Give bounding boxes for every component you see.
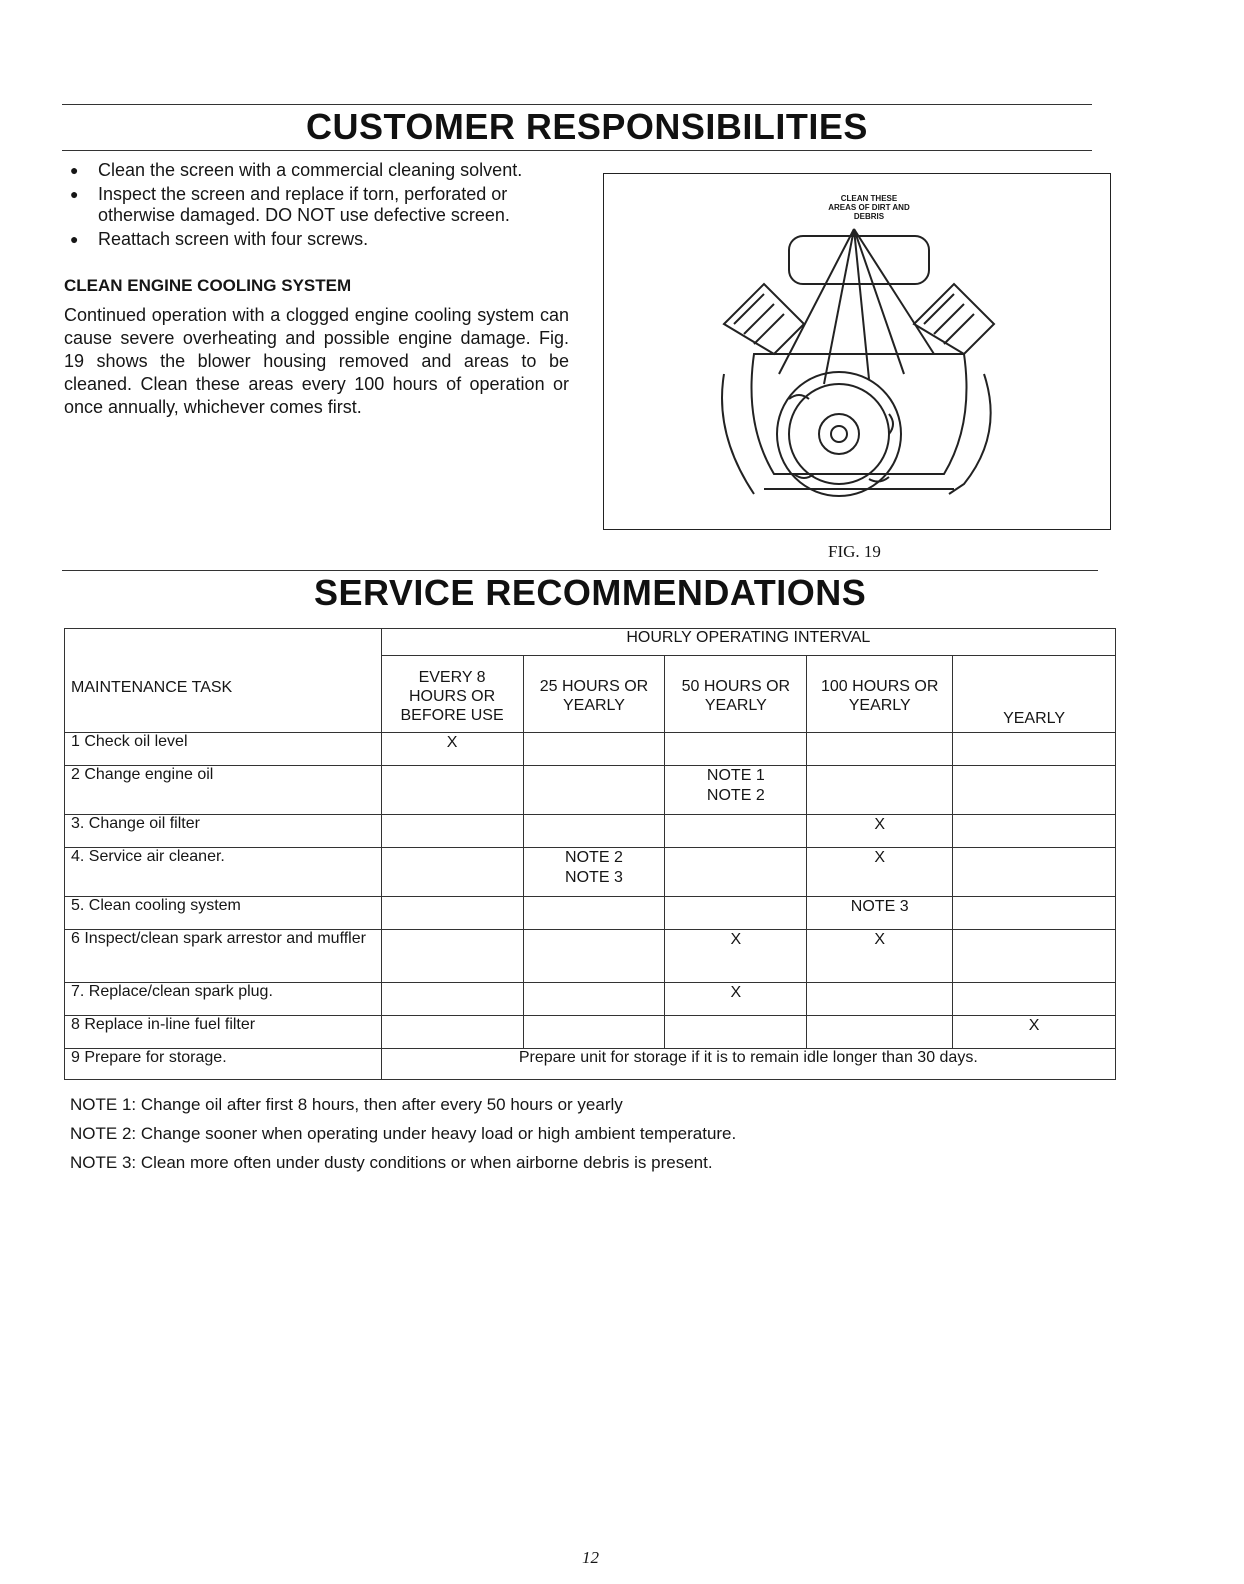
title-underline: [62, 150, 1092, 151]
interval-cell: X: [807, 848, 953, 897]
interval-group-header: HOURLY OPERATING INTERVAL: [381, 629, 1115, 656]
interval-cell: X: [807, 930, 953, 983]
interval-cell: [523, 897, 665, 930]
bullet-list: [70, 160, 580, 253]
interval-cell: [807, 1016, 953, 1049]
note-item: NOTE 3: Clean more often under dusty conditions or when airborne debris is present.: [70, 1153, 713, 1172]
bullet-icon: ●: [70, 162, 79, 178]
section-title-customer: CUSTOMER RESPONSIBILITIES: [306, 106, 868, 147]
header-line: YEARLY: [1003, 710, 1066, 727]
section-title-service: SERVICE RECOMMENDATIONS: [314, 572, 867, 613]
header-line: HOURS OR: [408, 687, 496, 705]
interval-cell: [381, 930, 523, 983]
interval-cell: [807, 766, 953, 815]
header-text: MAINTENANCE TASK: [71, 678, 233, 696]
interval-cell: [953, 983, 1116, 1016]
header-line: 100 HOURS OR: [821, 678, 939, 695]
interval-cell: [381, 983, 523, 1016]
interval-cell: [665, 733, 807, 766]
table-row: [65, 930, 1116, 983]
interval-header: [523, 656, 665, 733]
interval-cell: [807, 733, 953, 766]
storage-note-cell: Prepare unit for storage if it is to remain idle longer than 30 days.: [381, 1049, 1115, 1080]
interval-cell: [953, 848, 1116, 897]
interval-cell: [953, 897, 1116, 930]
table-body: [65, 733, 1116, 1080]
engine-figure: [603, 173, 1111, 530]
task-cell: 4. Service air cleaner.: [65, 848, 382, 897]
interval-header: [953, 656, 1116, 733]
interval-cell: X: [807, 815, 953, 848]
interval-cell: [807, 983, 953, 1016]
interval-cell: [523, 1016, 665, 1049]
table-row: [65, 1049, 1116, 1080]
note-item: NOTE 1: Change oil after first 8 hours, then after every 50 hours or yearly: [70, 1095, 623, 1114]
figure-label-line: DEBRIS: [853, 212, 885, 221]
table-row: [65, 897, 1116, 930]
interval-cell: [381, 848, 523, 897]
bullet-icon: ●: [70, 231, 79, 247]
cooling-paragraph: Continued operation with a clogged engine cooling system can cause severe overheating and possible engine damage. Fig. 19 shows the blower housing removed and areas to be cleaned. Clean these areas every 100 hours of operation or once annually, whichever comes first.: [64, 305, 569, 417]
bullet-item: [70, 160, 580, 181]
interval-cell: [381, 897, 523, 930]
interval-cell: NOTE 3: [807, 897, 953, 930]
header-line: YEARLY: [562, 697, 625, 714]
interval-cell: [953, 815, 1116, 848]
header-line: YEARLY: [704, 697, 767, 714]
bullet-text: Reattach screen with four screws.: [98, 229, 369, 249]
header-line: YEARLY: [848, 697, 911, 714]
interval-cell: [381, 1016, 523, 1049]
interval-cell: [665, 1016, 807, 1049]
table-row: [65, 815, 1116, 848]
task-cell: 3. Change oil filter: [65, 815, 382, 848]
interval-cell: [523, 766, 665, 815]
task-cell: 9 Prepare for storage.: [65, 1049, 382, 1080]
header-line: 25 HOURS OR: [539, 678, 649, 695]
header-line: 50 HOURS OR: [681, 678, 791, 695]
interval-header: [807, 656, 953, 733]
interval-cell: [953, 766, 1116, 815]
notes-list: [70, 1090, 736, 1177]
task-cell: 7. Replace/clean spark plug.: [65, 983, 382, 1016]
interval-cell: [523, 930, 665, 983]
header-line: BEFORE USE: [400, 706, 504, 724]
maintenance-task-header: [65, 629, 382, 733]
task-cell: 1 Check oil level: [65, 733, 382, 766]
task-cell: 6 Inspect/clean spark arrestor and muffler: [65, 930, 382, 983]
service-table: [64, 628, 1116, 1080]
interval-cell: [381, 815, 523, 848]
interval-cell: [381, 766, 523, 815]
interval-cell: [665, 815, 807, 848]
interval-cell: [665, 897, 807, 930]
table-row: [65, 766, 1116, 815]
interval-cell: [953, 930, 1116, 983]
note-item: NOTE 2: Change sooner when operating under heavy load or high ambient temperature.: [70, 1124, 737, 1143]
bullet-text: Clean the screen with a commercial cleaning solvent.: [98, 160, 523, 180]
page-number: 12: [582, 1548, 599, 1567]
interval-cell: [953, 733, 1116, 766]
bullet-icon: ●: [70, 186, 79, 202]
interval-cell: [523, 815, 665, 848]
interval-cell: [665, 848, 807, 897]
interval-header: [665, 656, 807, 733]
table-row: [65, 733, 1116, 766]
engine-illustration-icon: [604, 174, 1112, 531]
interval-cell: NOTE 1 NOTE 2: [665, 766, 807, 815]
task-cell: 2 Change engine oil: [65, 766, 382, 815]
bullet-text: Inspect the screen and replace if torn, perforated or otherwise damaged. DO NOT use defective screen.: [98, 184, 510, 225]
interval-header: [381, 656, 523, 733]
bullet-item: [70, 229, 580, 250]
interval-cell: X: [381, 733, 523, 766]
interval-cell: X: [665, 930, 807, 983]
service-top-rule: [62, 570, 1098, 571]
subheading-cooling-system: CLEAN ENGINE COOLING SYSTEM: [64, 276, 352, 295]
top-rule: [62, 104, 1092, 105]
figure-label-line: CLEAN THESE: [840, 194, 898, 203]
task-cell: 8 Replace in-line fuel filter: [65, 1016, 382, 1049]
header-line: EVERY 8: [418, 668, 486, 686]
table-row: [65, 983, 1116, 1016]
figure-caption: FIG. 19: [828, 542, 881, 561]
figure-label-line: AREAS OF DIRT AND: [828, 203, 910, 212]
table-header-row: [65, 629, 1116, 656]
interval-cell: [523, 733, 665, 766]
table-row: [65, 1016, 1116, 1049]
bullet-item: [70, 184, 580, 226]
task-cell: 5. Clean cooling system: [65, 897, 382, 930]
interval-cell: [523, 983, 665, 1016]
interval-cell: NOTE 2 NOTE 3: [523, 848, 665, 897]
table-row: [65, 848, 1116, 897]
interval-cell: X: [953, 1016, 1116, 1049]
interval-cell: X: [665, 983, 807, 1016]
